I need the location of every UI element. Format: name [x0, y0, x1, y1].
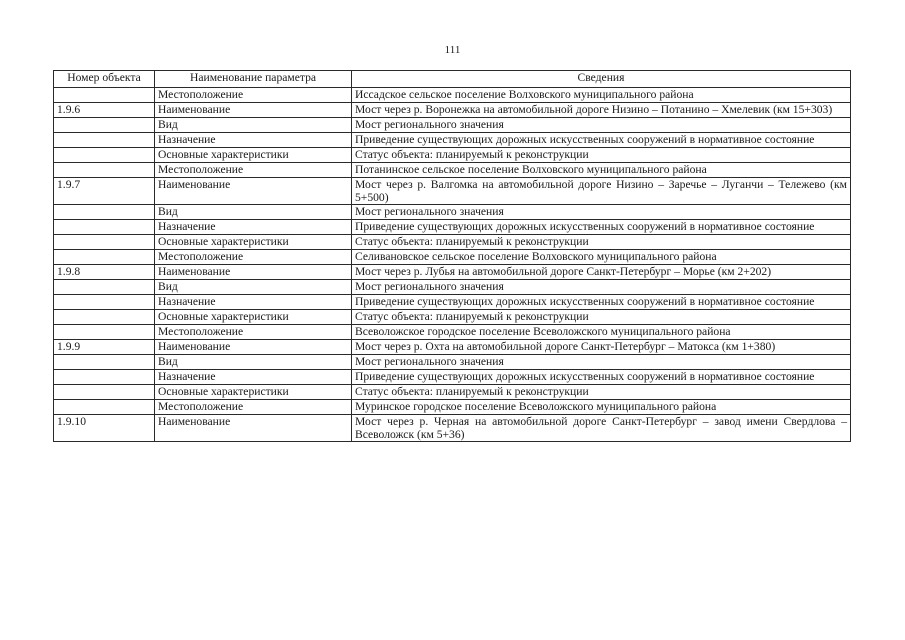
table-row	[54, 235, 851, 250]
header-details: Сведения	[352, 71, 851, 88]
header-parameter-name: Наименование параметра	[155, 71, 352, 88]
table-row	[54, 178, 851, 205]
object-number-cell	[54, 220, 155, 235]
object-number-cell: 1.9.8	[54, 265, 155, 280]
details-cell: Мост через р. Воронежка на автомобильной дороге Низино – Потанино – Хмелевик (км 15+303)	[352, 103, 851, 118]
object-number-cell	[54, 250, 155, 265]
parameter-name-cell: Наименование	[155, 415, 352, 442]
details-cell: Приведение существующих дорожных искусственных сооружений в нормативное состояние	[352, 295, 851, 310]
table-row	[54, 133, 851, 148]
parameter-name-cell: Вид	[155, 118, 352, 133]
details-cell: Мост регионального значения	[352, 205, 851, 220]
parameter-name-cell: Основные характеристики	[155, 310, 352, 325]
table-row	[54, 148, 851, 163]
details-cell: Мост через р. Лубья на автомобильной дороге Санкт-Петербург – Морье (км 2+202)	[352, 265, 851, 280]
details-cell: Мост через р. Валгомка на автомобильной дороге Низино – Заречье – Луганчи – Тележево (км 5+500)	[352, 178, 851, 205]
object-number-cell	[54, 370, 155, 385]
parameter-name-cell: Основные характеристики	[155, 385, 352, 400]
table-row	[54, 400, 851, 415]
parameter-name-cell: Основные характеристики	[155, 235, 352, 250]
table-row	[54, 88, 851, 103]
parameter-name-cell: Вид	[155, 205, 352, 220]
parameter-name-cell: Основные характеристики	[155, 148, 352, 163]
details-cell: Иссадское сельское поселение Волховского муниципального района	[352, 88, 851, 103]
parameter-name-cell: Наименование	[155, 178, 352, 205]
details-cell: Муринское городское поселение Всеволожского муниципального района	[352, 400, 851, 415]
object-number-cell	[54, 400, 155, 415]
table-row	[54, 295, 851, 310]
table-row	[54, 355, 851, 370]
object-number-cell: 1.9.7	[54, 178, 155, 205]
table-body	[54, 88, 851, 442]
parameter-name-cell: Местоположение	[155, 325, 352, 340]
object-number-cell	[54, 295, 155, 310]
details-cell: Мост регионального значения	[352, 280, 851, 295]
object-number-cell	[54, 133, 155, 148]
table-row	[54, 163, 851, 178]
table-row	[54, 103, 851, 118]
details-cell: Статус объекта: планируемый к реконструкции	[352, 148, 851, 163]
parameter-name-cell: Местоположение	[155, 250, 352, 265]
details-cell: Статус объекта: планируемый к реконструкции	[352, 385, 851, 400]
object-number-cell	[54, 355, 155, 370]
object-number-cell	[54, 163, 155, 178]
table-row	[54, 265, 851, 280]
object-number-cell: 1.9.9	[54, 340, 155, 355]
parameter-name-cell: Назначение	[155, 220, 352, 235]
details-cell: Приведение существующих дорожных искусственных сооружений в нормативное состояние	[352, 133, 851, 148]
table-row	[54, 325, 851, 340]
parameter-name-cell: Назначение	[155, 133, 352, 148]
table-row	[54, 250, 851, 265]
object-number-cell	[54, 280, 155, 295]
table-row	[54, 118, 851, 133]
details-cell: Мост регионального значения	[352, 118, 851, 133]
details-cell: Селивановское сельское поселение Волховского муниципального района	[352, 250, 851, 265]
table-row	[54, 280, 851, 295]
table-row	[54, 415, 851, 442]
details-cell: Потанинское сельское поселение Волховского муниципального района	[352, 163, 851, 178]
table-row	[54, 220, 851, 235]
table-header-row	[54, 71, 851, 88]
object-number-cell	[54, 385, 155, 400]
parameter-name-cell: Назначение	[155, 295, 352, 310]
header-object-number: Номер объекта	[54, 71, 155, 88]
parameter-name-cell: Наименование	[155, 340, 352, 355]
object-number-cell	[54, 148, 155, 163]
object-number-cell: 1.9.10	[54, 415, 155, 442]
table-row	[54, 205, 851, 220]
parameter-name-cell: Местоположение	[155, 400, 352, 415]
object-number-cell	[54, 310, 155, 325]
details-cell: Статус объекта: планируемый к реконструкции	[352, 235, 851, 250]
object-number-cell	[54, 325, 155, 340]
details-cell: Мост через р. Черная на автомобильной дороге Санкт-Петербург – завод имени Свердлова – Всеволожск (км 5+36)	[352, 415, 851, 442]
table-row	[54, 370, 851, 385]
object-number-cell: 1.9.6	[54, 103, 155, 118]
parameter-name-cell: Вид	[155, 355, 352, 370]
object-number-cell	[54, 235, 155, 250]
parameter-name-cell: Наименование	[155, 265, 352, 280]
page-number: 111	[444, 44, 461, 56]
parameter-name-cell: Местоположение	[155, 163, 352, 178]
details-cell: Приведение существующих дорожных искусственных сооружений в нормативное состояние	[352, 220, 851, 235]
parameter-name-cell: Местоположение	[155, 88, 352, 103]
details-cell: Мост регионального значения	[352, 355, 851, 370]
parameter-name-cell: Назначение	[155, 370, 352, 385]
table-row	[54, 340, 851, 355]
details-cell: Всеволожское городское поселение Всеволожского муниципального района	[352, 325, 851, 340]
object-number-cell	[54, 205, 155, 220]
details-cell: Статус объекта: планируемый к реконструкции	[352, 310, 851, 325]
object-number-cell	[54, 118, 155, 133]
parameter-name-cell: Наименование	[155, 103, 352, 118]
details-cell: Приведение существующих дорожных искусственных сооружений в нормативное состояние	[352, 370, 851, 385]
table-row	[54, 385, 851, 400]
objects-table	[53, 70, 851, 442]
table-row	[54, 310, 851, 325]
object-number-cell	[54, 88, 155, 103]
parameter-name-cell: Вид	[155, 280, 352, 295]
details-cell: Мост через р. Охта на автомобильной дороге Санкт-Петербург – Матокса (км 1+380)	[352, 340, 851, 355]
